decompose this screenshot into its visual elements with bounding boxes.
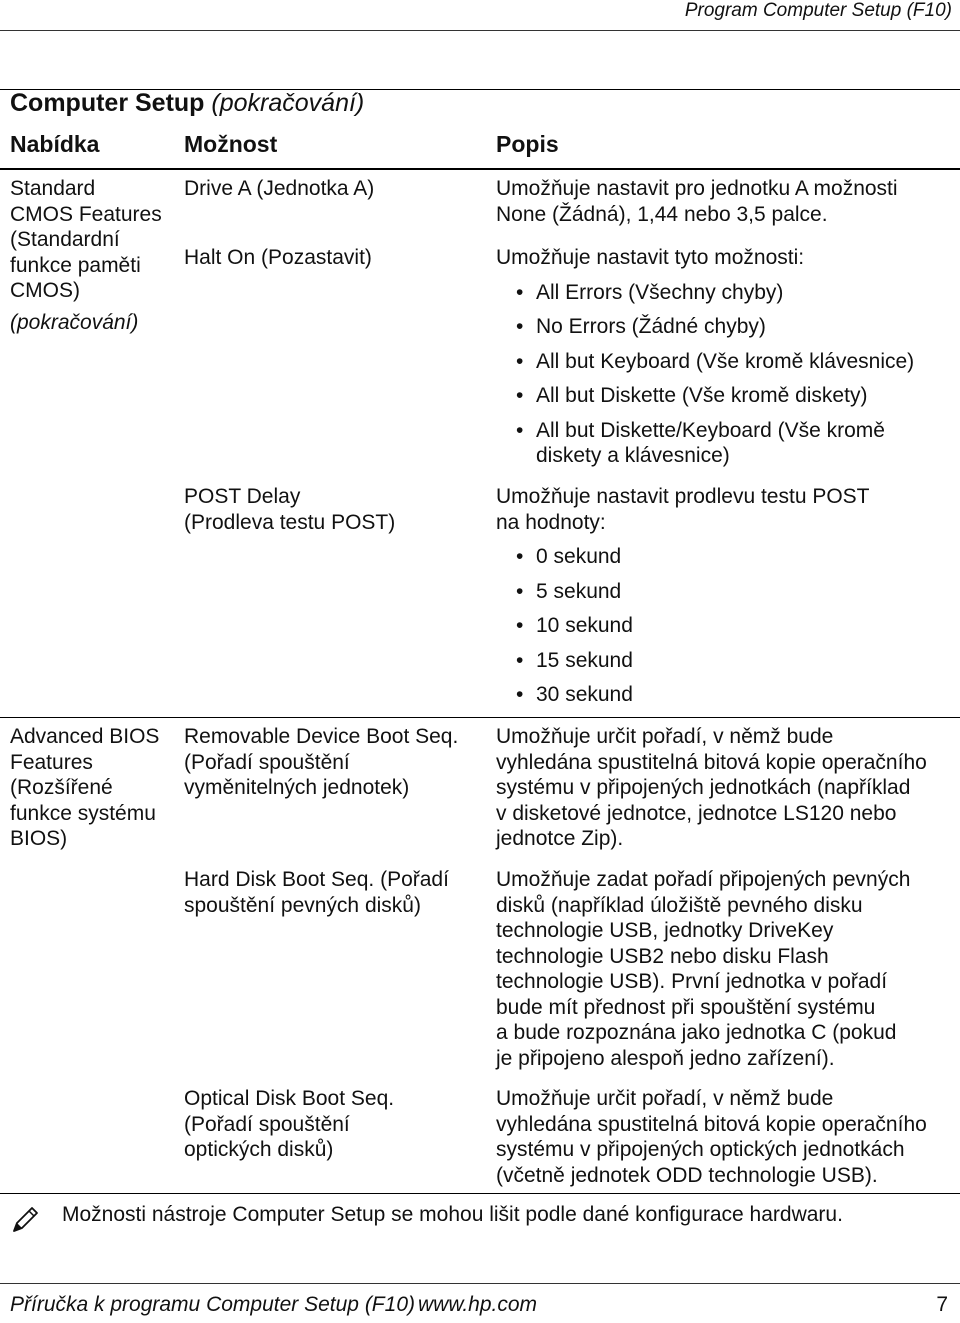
menu-line: funkce paměti (10, 253, 141, 277)
menu-line: CMOS Features (10, 202, 162, 226)
option-line: (Prodleva testu POST) (184, 510, 396, 534)
desc-line: na hodnoty: (496, 510, 606, 534)
list-item: • 5 sekund (496, 579, 870, 605)
option-drive-a (184, 176, 374, 202)
option-line: (Pořadí spouštění (184, 750, 350, 774)
menu-line: funkce systému (10, 801, 156, 825)
option-line: Drive A (Jednotka A) (184, 177, 375, 200)
menu-continued: (pokračování) (10, 310, 139, 334)
option-removable-boot-seq (184, 724, 458, 801)
option-line: Removable Device Boot Seq. (184, 725, 459, 748)
note-text: Možnosti nástroje Computer Setup se mohou lišit podle dané konfigurace hardwaru. (62, 1203, 843, 1226)
desc-line: systému v připojených jednotkách (například (496, 776, 911, 799)
desc-post-delay (496, 484, 870, 708)
list-item: • 15 sekund (496, 648, 870, 674)
page-number: 7 (936, 1293, 948, 1316)
section-title-continued: (pokračování) (211, 89, 365, 117)
menu-line: BIOS) (10, 827, 68, 850)
desc-line: jednotce Zip). (496, 827, 624, 850)
option-line: spouštění pevných disků) (184, 893, 421, 917)
option-post-delay (184, 484, 395, 535)
footer-url: www.hp.com (418, 1293, 538, 1316)
option-line: Optical Disk Boot Seq. (184, 1087, 395, 1110)
desc-line: Umožňuje zadat pořadí připojených pevných (496, 868, 911, 891)
option-optical-disk-boot-seq (184, 1086, 394, 1163)
section-title-main: Computer Setup (10, 89, 205, 117)
desc-line: (včetně jednotek ODD technologie USB). (496, 1163, 878, 1187)
menu-line: Advanced BIOS (10, 725, 160, 748)
desc-line: technologie USB). První jednotka v pořadí (496, 970, 888, 993)
table-header-rule (0, 168, 960, 170)
section-title (10, 89, 364, 118)
list-item: • All but Diskette (Vše kromě diskety) (496, 383, 914, 409)
desc-line: bude mít přednost při spouštění systému (496, 995, 876, 1019)
group-rule (0, 717, 960, 718)
option-line: optických disků) (184, 1138, 334, 1161)
desc-optical-disk-boot-seq (496, 1086, 927, 1188)
desc-line: Umožňuje nastavit tyto možnosti: (496, 246, 805, 269)
desc-line: Umožňuje nastavit prodlevu testu POST (496, 485, 870, 508)
desc-drive-a (496, 176, 898, 227)
desc-hard-disk-boot-seq (496, 867, 910, 1071)
desc-line: je připojeno alespoň jedno zařízení). (496, 1046, 835, 1070)
menu-line: Features (10, 750, 93, 774)
list-item-continued: diskety a klávesnice) (536, 444, 730, 467)
column-header-option: Možnost (184, 131, 278, 157)
option-line: (Pořadí spouštění (184, 1112, 350, 1136)
menu-standard-cmos (10, 176, 162, 335)
option-line: Hard Disk Boot Seq. (Pořadí (184, 868, 449, 891)
desc-removable-boot-seq (496, 724, 927, 852)
desc-line: None (Žádná), 1,44 nebo 3,5 palce. (496, 202, 828, 226)
table-bottom-rule (0, 1193, 960, 1194)
option-hard-disk-boot-seq (184, 867, 449, 918)
list-item: • 30 sekund (496, 682, 870, 708)
footer-rule (0, 1283, 960, 1284)
option-line: POST Delay (184, 485, 301, 508)
desc-line: Umožňuje určit pořadí, v němž bude (496, 1087, 834, 1110)
desc-line: Umožňuje určit pořadí, v němž bude (496, 725, 834, 748)
list-item: • 10 sekund (496, 613, 870, 639)
list-item: • All Errors (Všechny chyby) (496, 280, 914, 306)
menu-line: (Standardní (10, 228, 120, 251)
desc-line: disků (například úložiště pevného disku (496, 893, 863, 917)
desc-line: vyhledána spustitelná bitová kopie operačního (496, 750, 927, 774)
option-halt-on (184, 245, 372, 271)
desc-line: technologie USB, jednotky DriveKey (496, 919, 834, 942)
menu-line: Standard (10, 177, 96, 200)
desc-line: a bude rozpoznána jako jednotka C (pokud (496, 1021, 897, 1044)
desc-line: technologie USB2 nebo disku Flash (496, 944, 829, 968)
desc-line: vyhledána spustitelná bitová kopie operačního (496, 1112, 927, 1136)
menu-line: CMOS) (10, 279, 80, 302)
column-header-menu: Nabídka (10, 131, 100, 157)
list-item: • All but Diskette/Keyboard (Vše kromě (496, 418, 914, 444)
list-item: • All but Keyboard (Vše kromě klávesnice) (496, 349, 914, 375)
column-header-description: Popis (496, 131, 559, 157)
list-item: • No Errors (Žádné chyby) (496, 314, 914, 340)
menu-line: (Rozšířené (10, 776, 113, 799)
desc-halt-on (496, 245, 914, 469)
header-rule (0, 30, 960, 31)
post-delay-options (496, 544, 870, 708)
running-header: Program Computer Setup (F10) (684, 0, 952, 21)
halt-on-options (496, 280, 914, 469)
desc-line: systému v připojených optických jednotkách (496, 1138, 905, 1161)
option-line: vyměnitelných jednotek) (184, 776, 410, 799)
menu-advanced-bios (10, 724, 159, 852)
desc-line: v disketové jednotce, jednotce LS120 nebo (496, 801, 897, 825)
footer-title: Příručka k programu Computer Setup (F10) (10, 1293, 415, 1316)
desc-line: Umožňuje nastavit pro jednotku A možnosti (496, 177, 898, 200)
list-item: • 0 sekund (496, 544, 870, 570)
pencil-note-icon (8, 1203, 42, 1237)
option-line: Halt On (Pozastavit) (184, 246, 372, 269)
